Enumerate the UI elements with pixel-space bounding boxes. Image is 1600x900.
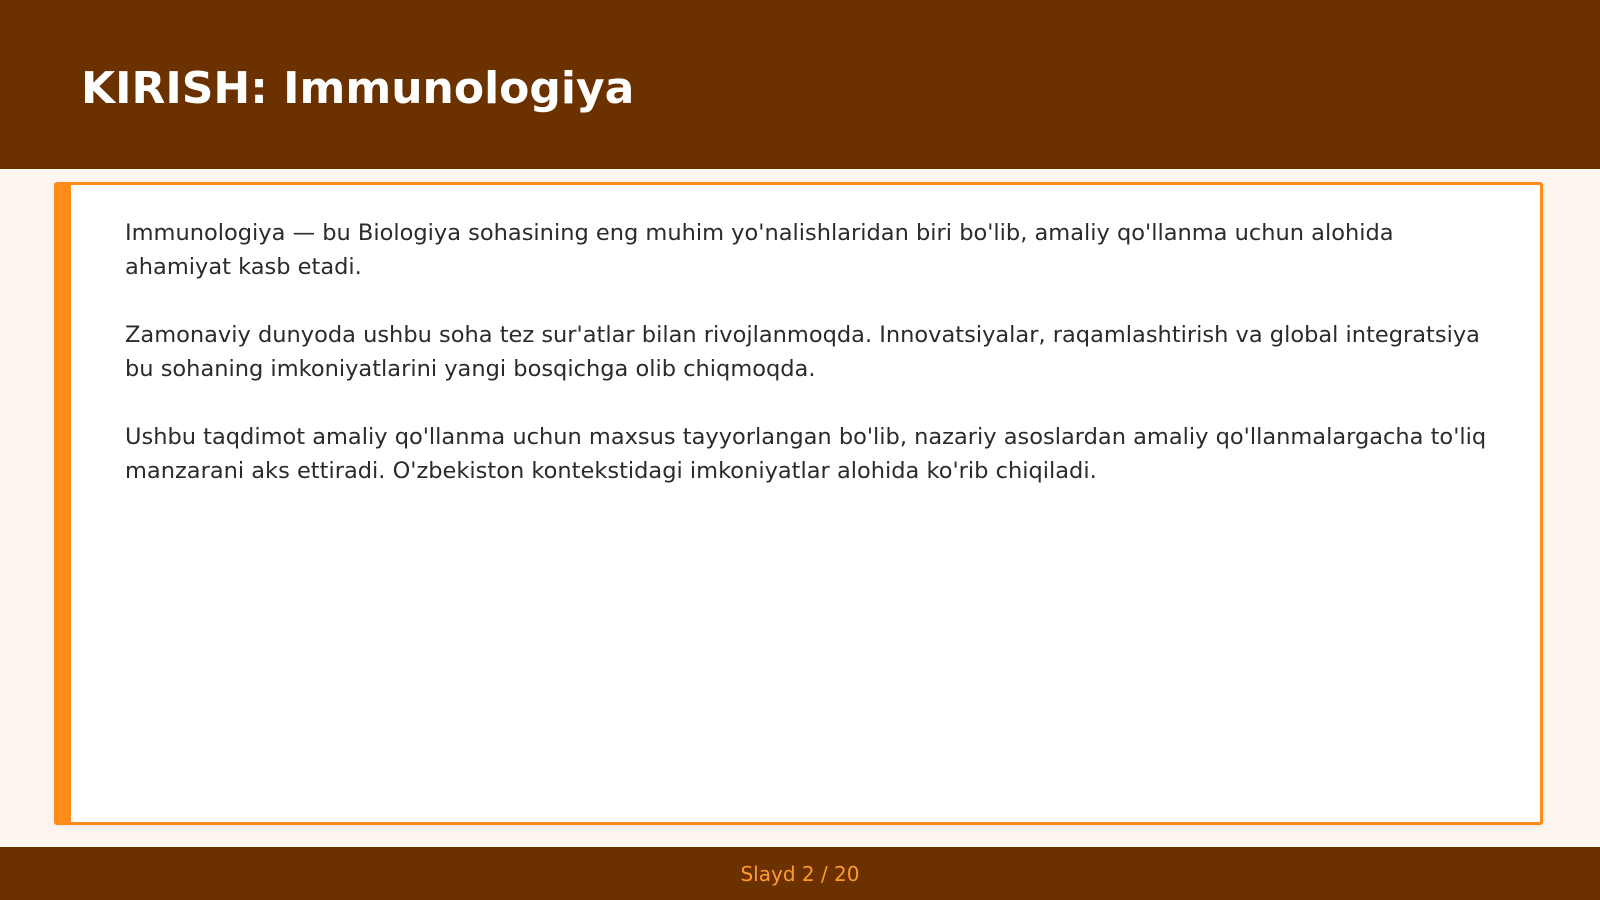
slide-header bbox=[0, 0, 1600, 169]
slide-title: KIRISH: Immunologiya bbox=[81, 63, 635, 114]
paragraph-purpose: Ushbu taqdimot amaliy qo'llanma uchun maxsus tayyorlangan bo'lib, nazariy asoslardan amaliy qo'llanmalargacha to'liq manzarani aks ettiradi. O'zbekiston kontekstidagi imkoniyatlar alohida ko'rib chiqiladi. bbox=[125, 424, 1487, 484]
paragraph-intro: Immunologiya — bu Biologiya sohasining eng muhim yo'nalishlaridan biri bo'lib, amaliy qo'llanma uchun alohida ahamiyat kasb etadi. bbox=[125, 220, 1394, 280]
content-box bbox=[54, 182, 1543, 825]
paragraph-development: Zamonaviy dunyoda ushbu soha tez sur'atlar bilan rivojlanmoqda. Innovatsiyalar, raqamlashtirish va global integratsiya bu sohaning imkoniyatlarini yangi bosqichga olib chiqmoqda. bbox=[125, 322, 1480, 382]
slide-number: Slayd 2 / 20 bbox=[740, 862, 860, 886]
content-text-area bbox=[125, 216, 1495, 522]
slide-footer bbox=[0, 847, 1600, 900]
